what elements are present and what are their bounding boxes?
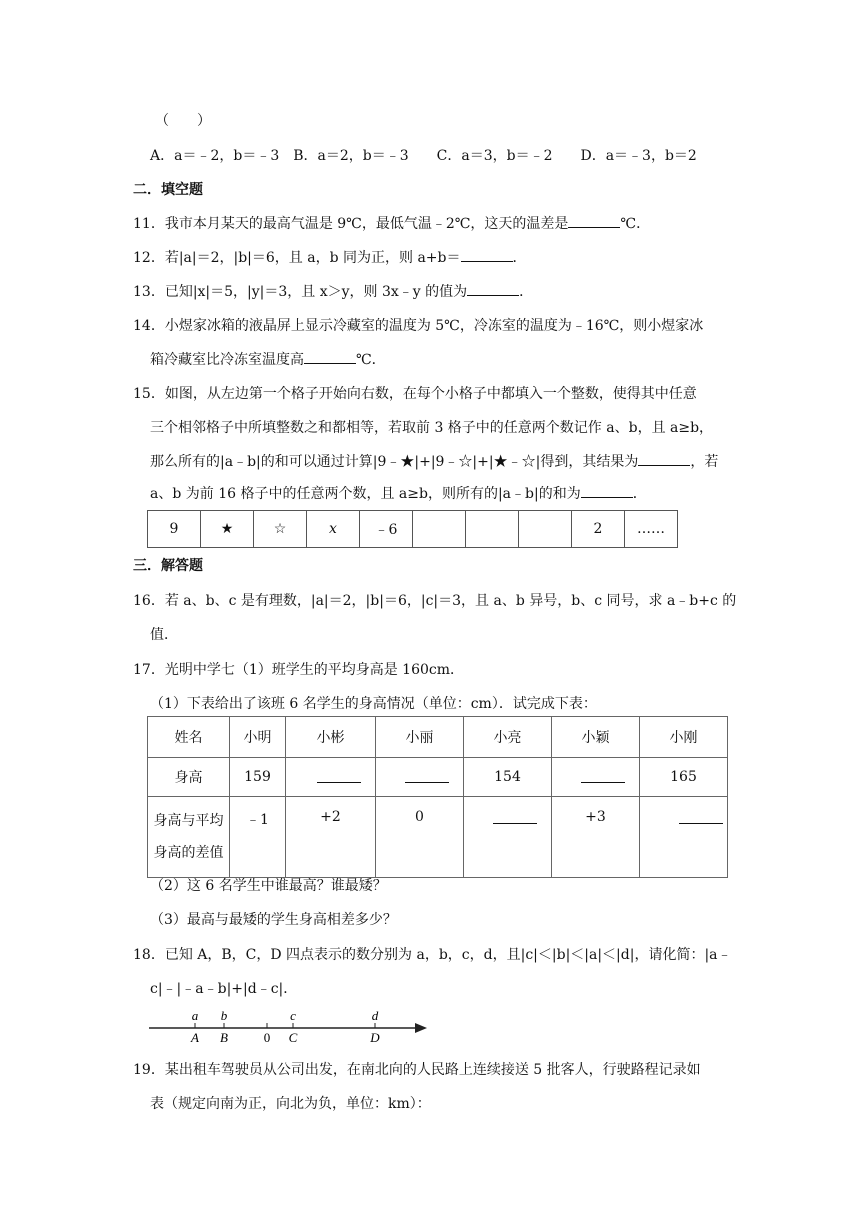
- table-cell: +3: [552, 797, 640, 878]
- answer-blank-cell[interactable]: [640, 797, 728, 878]
- q12-tail: ．: [512, 250, 527, 266]
- question-18-line1: 18．已知 A，B，C，D 四点表示的数分别为 a，b，c，d，且|c|＜|b|＜|a|＜|d|，请化简：|a﹣: [133, 947, 732, 963]
- answer-blank[interactable]: [304, 350, 356, 364]
- table-cell: 154: [464, 758, 552, 797]
- question-19-line1: 19．某出租车驾驶员从公司出发，在南北向的人民路上连续接送 5 批客人，行驶路程记录如: [133, 1062, 701, 1078]
- q12-text: 12．若|a|＝2，|b|＝6，且 a，b 同为正，则 a+b＝: [133, 250, 461, 266]
- question-14-line1: 14．小煜家冰箱的液晶屏上显示冷藏室的温度为 5℃，冷冻室的温度为﹣16℃，则小煜家冰: [133, 318, 704, 334]
- row-label: 身高: [148, 758, 230, 797]
- question-17-part1: （1）下表给出了该班 6 名学生的身高情况（单位：cm）．试完成下表：: [150, 696, 597, 712]
- table-header: 小明: [230, 717, 286, 758]
- q10-paren: （ ）: [155, 113, 211, 129]
- question-15-line1: 15．如图，从左边第一个格子开始向右数，在每个小格子中都填入一个整数，使得其中任意: [133, 386, 697, 402]
- grid-cell: ……: [625, 511, 678, 548]
- answer-blank[interactable]: [638, 452, 690, 466]
- question-11: [133, 214, 650, 234]
- label-C: C: [288, 1030, 298, 1045]
- answer-blank-cell[interactable]: [376, 758, 464, 797]
- table-cell: 165: [640, 758, 728, 797]
- grid-cell: [466, 511, 519, 548]
- section-fill-in: 二．填空题: [133, 182, 203, 198]
- label-B: B: [220, 1030, 228, 1045]
- question-12: [133, 248, 527, 268]
- q13-text: 13．已知|x|＝5，|y|＝3，且 x＞y，则 3x﹣y 的值为: [133, 284, 468, 300]
- label-zero: 0: [263, 1030, 271, 1045]
- q14-text: 箱冷藏室比冷冻室温度高: [150, 352, 304, 368]
- answer-blank-cell[interactable]: [286, 758, 376, 797]
- table-header: 小颖: [552, 717, 640, 758]
- question-15-line4: [150, 484, 647, 504]
- table-cell: 159: [230, 758, 286, 797]
- table-header: 姓名: [148, 717, 230, 758]
- row-label: [148, 797, 230, 878]
- grid-cell: ﹣6: [360, 511, 413, 548]
- label-b: b: [220, 1008, 228, 1023]
- table-header: 小亮: [464, 717, 552, 758]
- row-label-line1: 身高与平均: [153, 813, 224, 829]
- table-header: 小彬: [286, 717, 376, 758]
- grid-cell: [413, 511, 466, 548]
- q15-text-c: a、b 为前 16 格子中的任意两个数，且 a≥b，则所有的|a﹣b|的和为: [150, 486, 581, 502]
- answer-blank-cell[interactable]: [464, 797, 552, 878]
- grid-cell: 2: [572, 511, 625, 548]
- row-label-line2: 身高的差值: [153, 845, 224, 861]
- table-cell: ﹣1: [230, 797, 286, 878]
- question-19-line2: 表（规定向南为正，向北为负，单位：km）：: [150, 1096, 431, 1112]
- grid-cell: [519, 511, 572, 548]
- question-17: 17．光明中学七（1）班学生的平均身高是 160cm．: [133, 662, 465, 678]
- question-14-line2: [150, 350, 386, 370]
- question-17-part2: （2）这 6 名学生中谁最高？谁最矮？: [150, 878, 387, 894]
- q15-text-a: 那么所有的|a﹣b|的和可以通过计算|9﹣★|+|9﹣☆|+|★﹣☆|得到，其结果为: [150, 454, 639, 470]
- label-a: a: [191, 1008, 199, 1023]
- height-table: [147, 716, 728, 878]
- question-15-line3: [150, 452, 718, 472]
- question-16-line1: 16．若 a、b、c 是有理数，|a|＝2，|b|＝6，|c|＝3，且 a、b 异号，b、c 同号，求 a﹣b+c 的: [133, 593, 737, 609]
- q10-options: A．a＝﹣2，b＝﹣3 B．a＝2，b＝﹣3 C．a＝3，b＝﹣2 D．a＝﹣3，b＝2: [150, 148, 697, 164]
- q11-text: 11．我市本月某天的最高气温是 9℃，最低气温﹣2℃，这天的温差是: [133, 216, 569, 232]
- label-D: D: [370, 1030, 380, 1045]
- q15-text-b: ，若: [690, 454, 719, 470]
- table-cell: +2: [286, 797, 376, 878]
- q11-tail: ℃．: [620, 216, 651, 232]
- label-c: c: [290, 1008, 296, 1023]
- answer-blank[interactable]: [568, 214, 620, 228]
- question-13: [133, 282, 533, 302]
- question-16-line2: 值．: [150, 627, 178, 643]
- q15-text-d: ．: [632, 486, 647, 502]
- q13-tail: ．: [519, 284, 534, 300]
- grid-cell: ☆: [254, 511, 307, 548]
- answer-blank[interactable]: [581, 484, 633, 498]
- q14-tail: ℃．: [356, 352, 386, 368]
- question-18-line2: c|﹣|﹣a﹣b|+|d﹣c|．: [150, 981, 298, 997]
- number-grid: [147, 510, 678, 548]
- label-A: A: [191, 1030, 199, 1045]
- arrow-icon: [415, 1023, 427, 1033]
- grid-cell: x: [307, 511, 360, 548]
- label-d: d: [371, 1008, 379, 1023]
- answer-blank[interactable]: [461, 248, 513, 262]
- question-15-line2: 三个相邻格子中所填整数之和都相等，若取前 3 格子中的任意两个数记作 a、b，且 a≥b，: [150, 420, 714, 436]
- table-header: 小刚: [640, 717, 728, 758]
- grid-cell: 9: [148, 511, 201, 548]
- section-answer: 三．解答题: [133, 558, 203, 574]
- table-header: 小丽: [376, 717, 464, 758]
- grid-cell: ★: [201, 511, 254, 548]
- question-17-part3: （3）最高与最矮的学生身高相差多少？: [150, 912, 397, 928]
- answer-blank-cell[interactable]: [552, 758, 640, 797]
- answer-blank[interactable]: [467, 282, 519, 296]
- number-line: [147, 1008, 437, 1048]
- table-cell: 0: [376, 797, 464, 878]
